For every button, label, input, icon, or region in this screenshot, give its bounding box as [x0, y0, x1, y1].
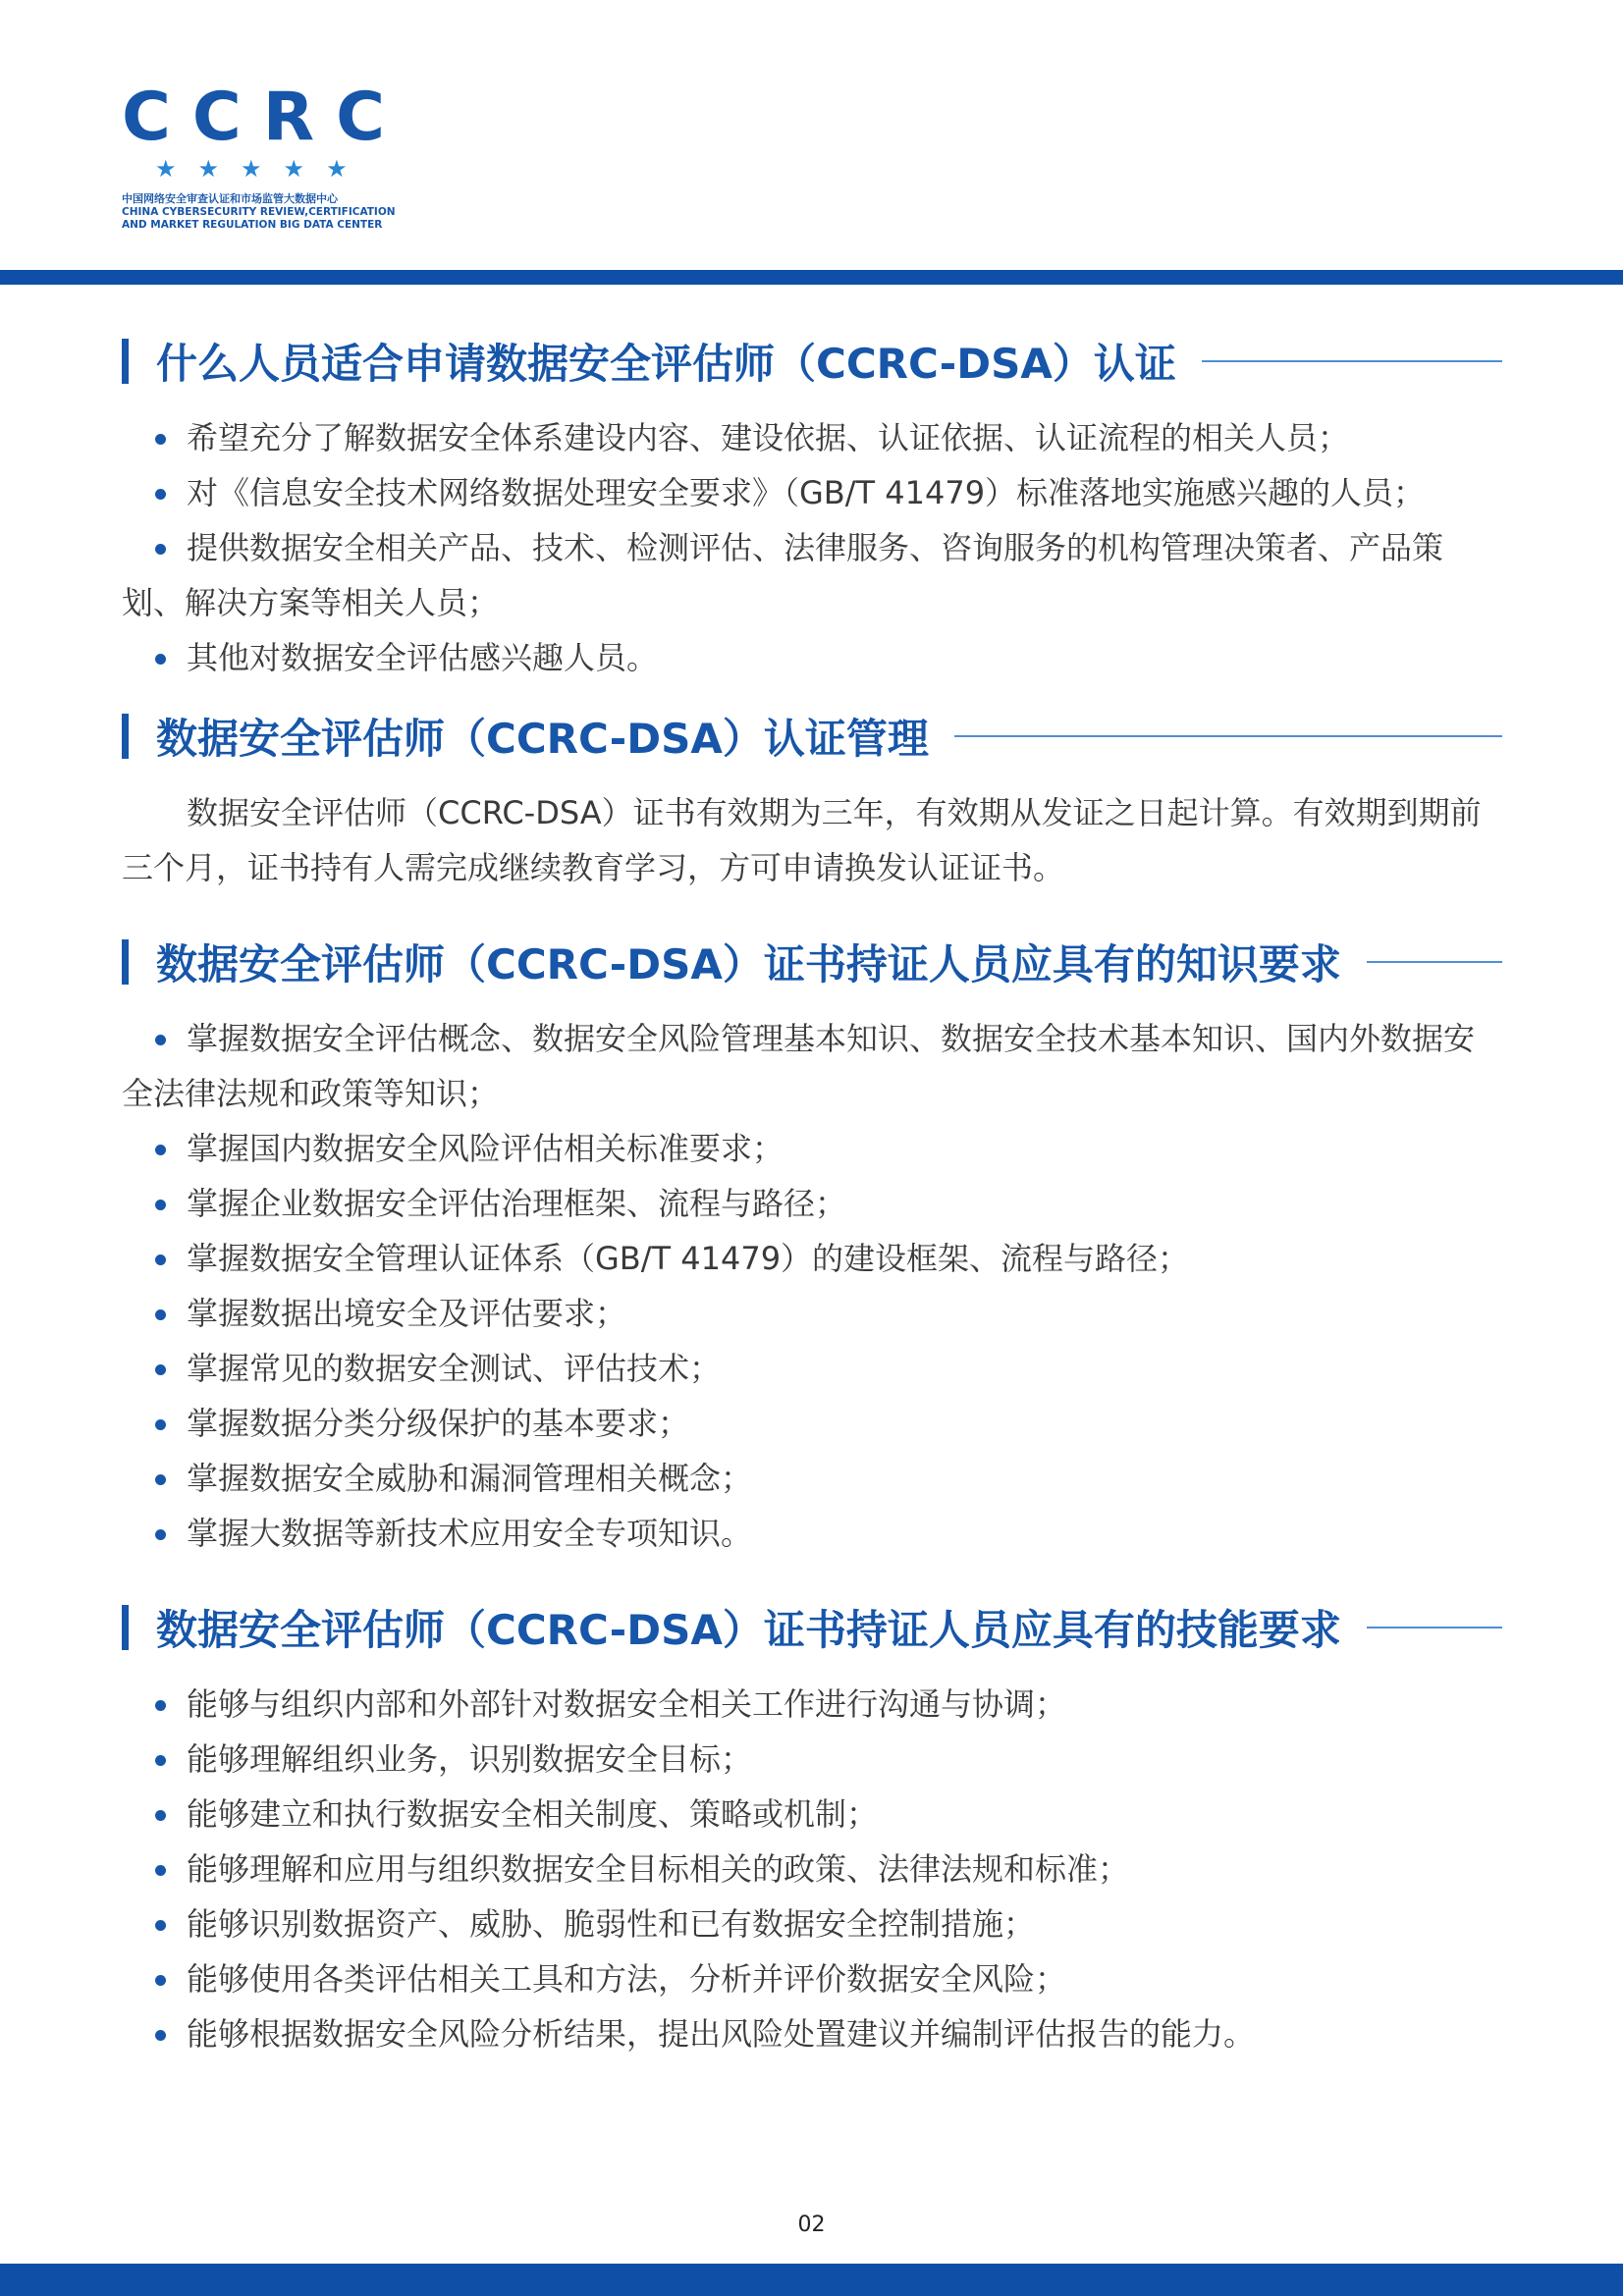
section-title: 数据安全评估师（CCRC-DSA）认证管理 — [156, 715, 929, 763]
list-item: 能够识别数据资产、威胁、脆弱性和已有数据安全控制措施； — [122, 1896, 1502, 1951]
list-item: 能够根据数据安全风险分析结果，提出风险处置建议并编制评估报告的能力。 — [122, 2006, 1502, 2061]
list-item: 掌握数据安全管理认证体系（GB/T 41479）的建设框架、流程与路径； — [122, 1231, 1502, 1286]
list-item: 能够与组织内部和外部针对数据安全相关工作进行沟通与协调； — [122, 1677, 1502, 1732]
logo-mark: CCRC — [122, 79, 407, 156]
list-item: 能够理解和应用与组织数据安全目标相关的政策、法律法规和标准； — [122, 1842, 1502, 1896]
list-item: 掌握数据分类分级保护的基本要求； — [122, 1396, 1502, 1451]
skill-list — [122, 1677, 1502, 2061]
section-heading — [122, 324, 1502, 399]
list-item: 掌握数据安全评估概念、数据安全风险管理基本知识、数据安全技术基本知识、国内外数据安全法律法规和政策等知识； — [122, 1011, 1502, 1121]
list-item: 掌握大数据等新技术应用安全专项知识。 — [122, 1506, 1502, 1561]
section-certification-management — [122, 699, 1502, 895]
list-item: 掌握常见的数据安全测试、评估技术； — [122, 1341, 1502, 1396]
list-item: 能够使用各类评估相关工具和方法，分析并评价数据安全风险； — [122, 1951, 1502, 2006]
section-title: 数据安全评估师（CCRC-DSA）证书持证人员应具有的技能要求 — [156, 1606, 1341, 1654]
section-heading — [122, 1590, 1502, 1665]
list-item: 掌握国内数据安全风险评估相关标准要求； — [122, 1121, 1502, 1176]
page-content — [122, 324, 1502, 2061]
section-heading — [122, 699, 1502, 774]
heading-rule — [954, 735, 1502, 737]
logo-name-en-line2: AND MARKET REGULATION BIG DATA CENTER — [122, 219, 383, 231]
list-item: 掌握企业数据安全评估治理框架、流程与路径； — [122, 1176, 1502, 1231]
list-item: 提供数据安全相关产品、技术、检测评估、法律服务、咨询服务的机构管理决策者、产品策划、解决方案等相关人员； — [122, 520, 1502, 630]
page-number: 02 — [797, 2213, 826, 2237]
heading-accent-bar — [122, 939, 129, 985]
heading-accent-bar — [122, 339, 129, 384]
list-item: 能够理解组织业务，识别数据安全目标； — [122, 1732, 1502, 1787]
heading-accent-bar — [122, 1605, 129, 1650]
heading-accent-bar — [122, 714, 129, 759]
list-item: 能够建立和执行数据安全相关制度、策略或机制； — [122, 1787, 1502, 1842]
section-applicants — [122, 324, 1502, 685]
heading-rule — [1202, 360, 1502, 362]
heading-rule — [1367, 961, 1502, 963]
section-title: 数据安全评估师（CCRC-DSA）证书持证人员应具有的知识要求 — [156, 940, 1341, 988]
applicant-list — [122, 410, 1502, 685]
heading-rule — [1367, 1627, 1502, 1629]
section-knowledge-requirements — [122, 925, 1502, 1561]
logo-name-cn: 中国网络安全审查认证和市场监管大数据中心 — [122, 192, 338, 205]
section-title: 什么人员适合申请数据安全评估师（CCRC-DSA）认证 — [156, 340, 1176, 388]
list-item: 对《信息安全技术网络数据处理安全要求》（GB/T 41479）标准落地实施感兴趣的人员； — [122, 465, 1502, 520]
section-heading — [122, 925, 1502, 999]
header-band — [0, 270, 1623, 285]
ccrc-logo — [122, 79, 407, 232]
list-item: 掌握数据安全威胁和漏洞管理相关概念； — [122, 1451, 1502, 1506]
list-item: 其他对数据安全评估感兴趣人员。 — [122, 630, 1502, 685]
list-item: 掌握数据出境安全及评估要求； — [122, 1286, 1502, 1341]
section-skill-requirements — [122, 1590, 1502, 2061]
list-item: 希望充分了解数据安全体系建设内容、建设依据、认证依据、认证流程的相关人员； — [122, 410, 1502, 465]
logo-name-en-line1: CHINA CYBERSECURITY REVIEW,CERTIFICATION — [122, 206, 396, 218]
logo-stars: ★★★★★ — [155, 155, 369, 183]
knowledge-list — [122, 1011, 1502, 1561]
management-paragraph: 数据安全评估师（CCRC-DSA）证书有效期为三年，有效期从发证之日起计算。有效期到期前三个月，证书持有人需完成继续教育学习，方可申请换发认证证书。 — [122, 794, 1482, 886]
footer-band — [0, 2264, 1623, 2296]
